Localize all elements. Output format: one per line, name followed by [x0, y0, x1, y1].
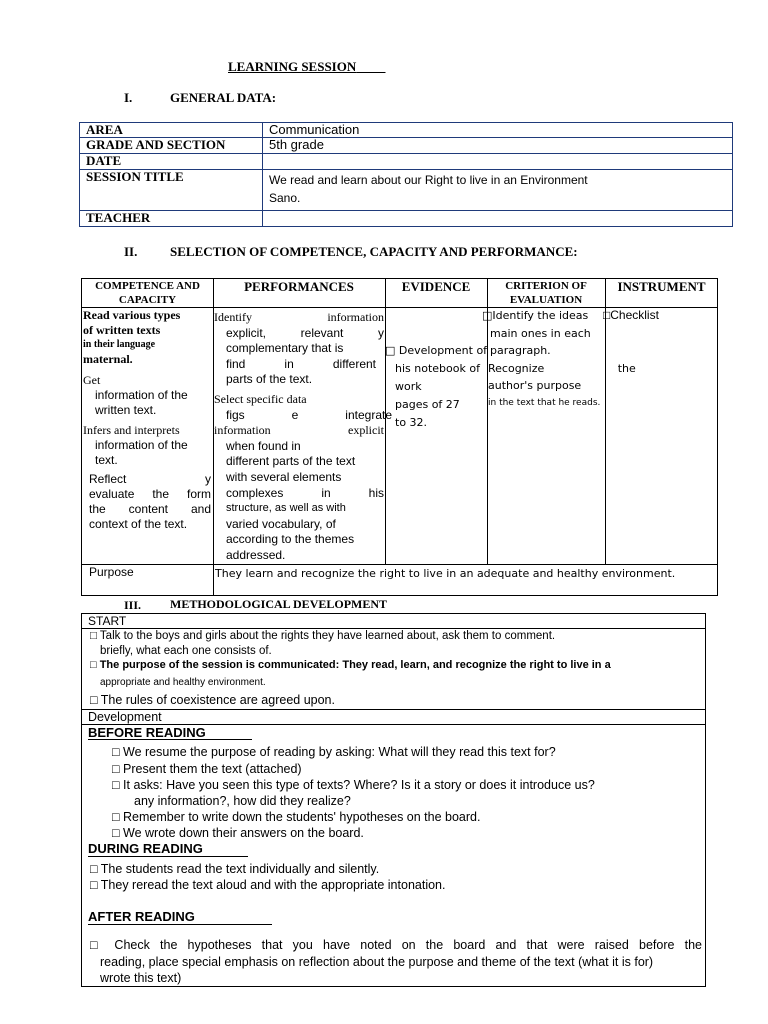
evidence-line: work: [395, 380, 422, 393]
session-title-line-2: Sano.: [269, 191, 301, 205]
performance-line: different parts of the text: [226, 454, 356, 469]
start-label: START: [88, 614, 127, 628]
development-label: Development: [88, 710, 162, 724]
start-item: □ The rules of coexistence are agreed upon.: [90, 693, 335, 707]
header-instrument: INSTRUMENT: [617, 279, 706, 294]
competence-line: Read various types: [83, 308, 181, 322]
performance-line: according to the themes: [226, 532, 355, 547]
during-reading-heading: [88, 841, 203, 857]
teacher-label: TEACHER: [80, 211, 263, 227]
capacity-get: [83, 373, 188, 418]
during-reading-label: DURING READING: [88, 841, 203, 856]
performance-line: parts of the text.: [226, 372, 313, 387]
evidence-line: pages of 27: [395, 398, 460, 411]
performance-select: [214, 392, 392, 564]
methodology-box: [81, 613, 706, 987]
before-item: any information?, how did they realize?: [134, 794, 351, 808]
criterion-line: Recognize the: [488, 361, 636, 375]
during-reading-underline: [88, 856, 248, 857]
before-item: □ It asks: Have you seen this type of texts? Where? Is it a story or does it introduce us?: [112, 778, 595, 792]
evidence-line: his notebook of: [395, 362, 480, 375]
competence-main: [83, 308, 180, 367]
competence-line: in their language: [83, 339, 156, 350]
criterion-line: □Identify the ideas: [482, 309, 589, 322]
section3-number: III.: [124, 598, 142, 612]
performance-line: structure, as well as with: [226, 502, 346, 515]
performance-line: Identify information: [214, 310, 384, 324]
capacity-line: Reflect y: [89, 472, 211, 486]
performance-line: information explicit: [214, 423, 384, 438]
after-reading-label: AFTER READING: [88, 909, 195, 924]
performance-line: complementary that is: [226, 341, 344, 356]
capacity-line: information of the: [95, 388, 188, 402]
during-item: □ The students read the text individually and silently.: [90, 862, 380, 876]
during-item: □ They reread the text aloud and with the appropriate intonation.: [90, 878, 446, 892]
criterion-line: author's purpose: [488, 379, 582, 392]
date-label: DATE: [80, 154, 263, 170]
instrument-text: □Checklist: [603, 308, 659, 322]
criterion-line: paragraph.: [490, 344, 551, 357]
after-reading-underline: [88, 924, 272, 925]
capacity-line: written text.: [95, 403, 157, 417]
performance-identify: [214, 310, 384, 388]
session-title-line-1: We read and learn about our Right to live in an Environment: [269, 173, 588, 187]
capacity-line: Infers and interprets: [83, 423, 180, 437]
start-item: □ The purpose of the session is communicated: They read, learn, and recognize the right to live in a: [90, 659, 611, 671]
session-title: LEARNING SESSION: [228, 59, 357, 74]
competence-line: maternal.: [83, 352, 133, 366]
capacity-line: text.: [95, 453, 118, 467]
capacity-line: evaluate the form: [89, 487, 211, 501]
after-item: reading, place special emphasis on reflection about the purpose and theme of the text (what it is for): [100, 955, 654, 969]
capacity-infers: [83, 423, 188, 468]
header-competence-line-1: COMPETENCE AND: [95, 280, 200, 292]
before-item: □ We wrote down their answers on the board.: [112, 826, 364, 840]
purpose-label: Purpose: [89, 565, 134, 579]
header-performances: PERFORMANCES: [244, 279, 354, 294]
session-title-value: [263, 170, 733, 211]
evidence-line: □ Development of: [385, 344, 488, 357]
before-item: □ Present them the text (attached): [112, 762, 302, 776]
date-value: [263, 154, 733, 170]
performance-line: with several elements: [226, 469, 342, 484]
evidence-text: [385, 342, 487, 432]
before-item: □ We resume the purpose of reading by asking: What will they read this text for?: [112, 745, 556, 759]
header-criterion-line-1: CRITERION OF: [505, 280, 587, 292]
before-item: □ Remember to write down the students' hypotheses on the board.: [112, 810, 481, 824]
performance-line: explicit, relevant y: [226, 325, 384, 340]
grade-label: GRADE AND SECTION: [80, 138, 263, 154]
performance-line: varied vocabulary, of: [226, 516, 336, 531]
grade-value: 5th grade: [263, 138, 733, 154]
criterion-line: main ones in each: [490, 326, 591, 340]
performance-line: complexes in his: [226, 485, 384, 500]
header-competence: [82, 279, 213, 307]
start-item: briefly, what each one consists of.: [100, 645, 272, 657]
after-item: wrote this text): [100, 971, 182, 985]
teacher-value: [263, 211, 733, 227]
after-reading-heading: [88, 909, 195, 925]
competence-line: of written texts: [83, 323, 161, 337]
header-competence-line-2: CAPACITY: [118, 294, 177, 306]
performance-line: find in different: [226, 356, 376, 371]
header-criterion-line-2: EVALUATION: [509, 294, 583, 306]
start-item: appropriate and healthy environment.: [100, 677, 266, 688]
competence-table: [81, 278, 718, 596]
performance-line: when found in: [226, 438, 301, 453]
after-item: □ Check the hypotheses that you have noted on the board and that were raised before the: [90, 938, 702, 952]
area-label: AREA: [80, 123, 263, 138]
capacity-line: information of the: [95, 438, 188, 452]
criterion-line: in the text that he reads.: [488, 397, 601, 408]
section1-title: GENERAL DATA:: [170, 90, 277, 105]
capacity-reflect: [89, 472, 211, 532]
start-item: □ Talk to the boys and girls about the rights they have learned about, ask them to comment.: [90, 630, 556, 642]
capacity-line: context of the text.: [89, 517, 188, 531]
capacity-line: the content and: [89, 502, 211, 516]
section1-number: I.: [124, 90, 133, 105]
performance-line: Select specific data: [214, 392, 307, 406]
section3-title: METHODOLOGICAL DEVELOPMENT: [170, 597, 388, 611]
performance-line: figs e integrate: [226, 407, 392, 422]
section2-number: II.: [124, 244, 138, 259]
purpose-text: They learn and recognize the right to live in an adequate and healthy environment.: [215, 567, 676, 580]
header-criterion: [487, 279, 605, 307]
general-data-table: [79, 122, 733, 227]
evidence-line: to 32.: [395, 416, 428, 429]
header-evidence: EVIDENCE: [401, 279, 471, 294]
section2-title: SELECTION OF COMPETENCE, CAPACITY AND PERFORMANCE:: [170, 244, 578, 259]
performance-line: addressed.: [226, 547, 286, 562]
session-title-label: SESSION TITLE: [80, 170, 263, 211]
area-value: Communication: [263, 123, 733, 138]
before-reading-label: BEFORE READING: [88, 725, 206, 740]
before-reading-underline: [88, 739, 252, 740]
capacity-line: Get: [83, 373, 101, 387]
